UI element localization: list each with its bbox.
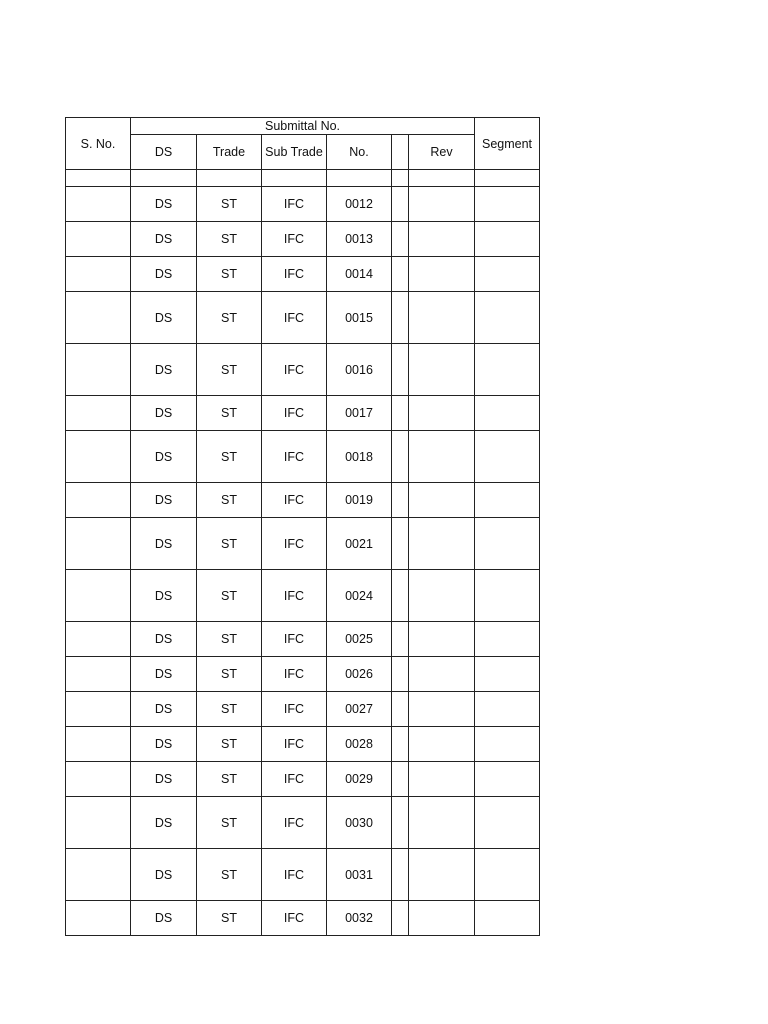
cell-blank (392, 344, 409, 396)
cell-sub-trade: IFC (262, 222, 327, 257)
cell-rev (409, 727, 475, 762)
cell-no: 0029 (327, 762, 392, 797)
cell-segment (475, 483, 540, 518)
cell-trade: ST (197, 622, 262, 657)
table-row (66, 344, 540, 396)
cell-blank (392, 187, 409, 222)
table-row (66, 849, 540, 901)
cell-trade: ST (197, 570, 262, 622)
cell-trade: ST (197, 431, 262, 483)
table-row (66, 431, 540, 483)
cell-ds: DS (131, 187, 197, 222)
cell-blank (392, 797, 409, 849)
cell-trade: ST (197, 292, 262, 344)
cell-sno (66, 657, 131, 692)
cell-ds: DS (131, 483, 197, 518)
cell-blank (392, 431, 409, 483)
cell-segment (475, 622, 540, 657)
cell-sno (66, 622, 131, 657)
cell-rev (409, 570, 475, 622)
cell-ds: DS (131, 222, 197, 257)
cell-sub-trade: IFC (262, 570, 327, 622)
cell-trade: ST (197, 657, 262, 692)
spacer-row (66, 170, 540, 187)
cell-segment (475, 222, 540, 257)
cell-sub-trade: IFC (262, 396, 327, 431)
cell-rev (409, 344, 475, 396)
cell-sub-trade: IFC (262, 483, 327, 518)
cell-rev (409, 518, 475, 570)
cell-rev (409, 692, 475, 727)
cell-rev (409, 797, 475, 849)
cell-trade: ST (197, 797, 262, 849)
cell-trade: ST (197, 692, 262, 727)
cell-blank (392, 257, 409, 292)
cell-sno (66, 762, 131, 797)
cell-sub-trade: IFC (262, 727, 327, 762)
cell-no: 0032 (327, 901, 392, 936)
header-row-1 (66, 118, 540, 135)
cell-segment (475, 849, 540, 901)
cell-ds: DS (131, 396, 197, 431)
cell-sub-trade: IFC (262, 797, 327, 849)
cell-segment (475, 692, 540, 727)
header-trade: Trade (197, 135, 262, 170)
cell-no: 0021 (327, 518, 392, 570)
cell-sno (66, 570, 131, 622)
cell-sno (66, 727, 131, 762)
cell-trade: ST (197, 222, 262, 257)
cell-no: 0018 (327, 431, 392, 483)
table-row (66, 292, 540, 344)
table-row (66, 727, 540, 762)
cell-no: 0025 (327, 622, 392, 657)
cell-segment (475, 727, 540, 762)
cell-sub-trade: IFC (262, 431, 327, 483)
table-row (66, 483, 540, 518)
header-rev: Rev (409, 135, 475, 170)
cell-ds: DS (131, 727, 197, 762)
table-row (66, 901, 540, 936)
table-row (66, 762, 540, 797)
cell-sno (66, 692, 131, 727)
cell-ds: DS (131, 762, 197, 797)
cell-no: 0016 (327, 344, 392, 396)
cell-ds: DS (131, 518, 197, 570)
cell-no: 0024 (327, 570, 392, 622)
cell-sno (66, 344, 131, 396)
cell-ds: DS (131, 692, 197, 727)
cell-no: 0017 (327, 396, 392, 431)
cell-segment (475, 344, 540, 396)
cell-ds: DS (131, 431, 197, 483)
cell-sno (66, 849, 131, 901)
cell-blank (392, 692, 409, 727)
table-row (66, 657, 540, 692)
header-no: No. (327, 135, 392, 170)
cell-segment (475, 797, 540, 849)
cell-sub-trade: IFC (262, 292, 327, 344)
cell-trade: ST (197, 849, 262, 901)
cell-ds: DS (131, 797, 197, 849)
cell-segment (475, 257, 540, 292)
cell-blank (392, 396, 409, 431)
cell-sub-trade: IFC (262, 257, 327, 292)
cell-no: 0015 (327, 292, 392, 344)
cell-ds: DS (131, 901, 197, 936)
cell-blank (392, 622, 409, 657)
cell-blank (392, 901, 409, 936)
cell-blank (392, 570, 409, 622)
cell-sno (66, 901, 131, 936)
cell-trade: ST (197, 396, 262, 431)
cell-no: 0030 (327, 797, 392, 849)
cell-rev (409, 762, 475, 797)
table-row (66, 797, 540, 849)
cell-trade: ST (197, 518, 262, 570)
cell-ds: DS (131, 257, 197, 292)
table-row (66, 518, 540, 570)
header-ds: DS (131, 135, 197, 170)
cell-rev (409, 657, 475, 692)
cell-trade: ST (197, 483, 262, 518)
cell-sub-trade: IFC (262, 901, 327, 936)
cell-rev (409, 622, 475, 657)
cell-sno (66, 518, 131, 570)
cell-rev (409, 292, 475, 344)
cell-no: 0028 (327, 727, 392, 762)
cell-trade: ST (197, 762, 262, 797)
cell-blank (392, 483, 409, 518)
cell-no: 0026 (327, 657, 392, 692)
cell-blank (392, 657, 409, 692)
cell-trade: ST (197, 344, 262, 396)
cell-rev (409, 257, 475, 292)
cell-sno (66, 431, 131, 483)
cell-rev (409, 396, 475, 431)
cell-rev (409, 483, 475, 518)
cell-trade: ST (197, 257, 262, 292)
cell-sub-trade: IFC (262, 518, 327, 570)
cell-sub-trade: IFC (262, 657, 327, 692)
cell-segment (475, 762, 540, 797)
cell-segment (475, 187, 540, 222)
cell-rev (409, 901, 475, 936)
cell-rev (409, 222, 475, 257)
cell-blank (392, 727, 409, 762)
table-row (66, 257, 540, 292)
cell-trade: ST (197, 187, 262, 222)
cell-rev (409, 431, 475, 483)
cell-sno (66, 483, 131, 518)
cell-segment (475, 657, 540, 692)
cell-sub-trade: IFC (262, 692, 327, 727)
cell-segment (475, 431, 540, 483)
cell-no: 0014 (327, 257, 392, 292)
header-segment: Segment (475, 118, 540, 170)
cell-rev (409, 187, 475, 222)
cell-ds: DS (131, 344, 197, 396)
cell-segment (475, 570, 540, 622)
cell-sno (66, 257, 131, 292)
cell-ds: DS (131, 292, 197, 344)
cell-segment (475, 901, 540, 936)
cell-blank (392, 849, 409, 901)
cell-sub-trade: IFC (262, 622, 327, 657)
cell-no: 0027 (327, 692, 392, 727)
submittal-table (65, 117, 540, 936)
cell-rev (409, 849, 475, 901)
cell-ds: DS (131, 849, 197, 901)
cell-ds: DS (131, 622, 197, 657)
table-row (66, 222, 540, 257)
cell-sub-trade: IFC (262, 762, 327, 797)
cell-trade: ST (197, 901, 262, 936)
table-row (66, 622, 540, 657)
cell-sno (66, 797, 131, 849)
cell-segment (475, 396, 540, 431)
table-row (66, 396, 540, 431)
cell-ds: DS (131, 570, 197, 622)
cell-blank (392, 762, 409, 797)
cell-no: 0019 (327, 483, 392, 518)
cell-ds: DS (131, 657, 197, 692)
cell-no: 0031 (327, 849, 392, 901)
header-submittal-no: Submittal No. (131, 118, 475, 135)
cell-sub-trade: IFC (262, 187, 327, 222)
cell-sno (66, 222, 131, 257)
cell-no: 0012 (327, 187, 392, 222)
table-row (66, 692, 540, 727)
header-sub-trade: Sub Trade (262, 135, 327, 170)
cell-blank (392, 292, 409, 344)
cell-sub-trade: IFC (262, 344, 327, 396)
cell-no: 0013 (327, 222, 392, 257)
cell-segment (475, 292, 540, 344)
header-sno: S. No. (66, 118, 131, 170)
cell-sub-trade: IFC (262, 849, 327, 901)
header-blank (392, 135, 409, 170)
cell-sno (66, 292, 131, 344)
cell-sno (66, 187, 131, 222)
table-row (66, 570, 540, 622)
cell-sno (66, 396, 131, 431)
cell-segment (475, 518, 540, 570)
cell-blank (392, 222, 409, 257)
cell-trade: ST (197, 727, 262, 762)
cell-blank (392, 518, 409, 570)
table-row (66, 187, 540, 222)
header-row-2 (66, 135, 540, 170)
